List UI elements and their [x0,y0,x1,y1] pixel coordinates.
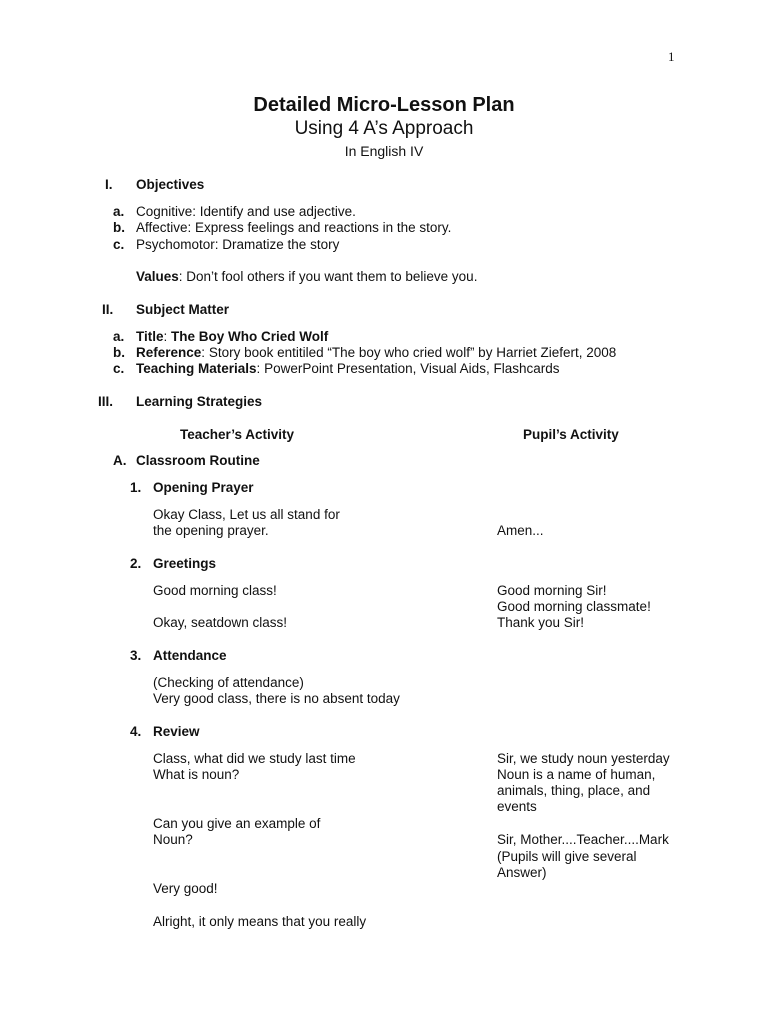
step-number: 4. [130,724,142,739]
section-heading-learning-strategies: Learning Strategies [136,394,263,409]
teacher-line: Okay Class, Let us all stand for [153,507,340,522]
document-title: Detailed Micro-Lesson Plan [253,94,515,116]
teacher-line: Very good! [153,881,218,896]
section-heading-objectives: Objectives [136,177,205,192]
pupil-line: (Pupils will give several [497,849,637,864]
step-number: 2. [130,556,142,571]
teacher-line: Very good class, there is no absent today [153,691,400,706]
subject-item-text: Story book entitiled “The boy who cried wolf” by Harriet Ziefert, 2008 [208,345,617,360]
teacher-line: Class, what did we study last time [153,751,356,766]
subject-item-label: Reference [136,345,202,360]
step-number: 1. [130,480,142,495]
section-numeral: I. [105,177,113,192]
section-numeral: III. [98,394,114,409]
list-letter: c. [113,237,125,252]
subsection-heading-classroom-routine: Classroom Routine [136,453,260,468]
pupil-line: Good morning Sir! [497,583,607,598]
sub-letter: A. [113,453,127,468]
step-heading-review: Review [153,724,200,739]
values-line [136,269,477,285]
teacher-line: (Checking of attendance) [153,675,304,690]
pupil-line: Sir, Mother....Teacher....Mark [497,832,669,847]
subject-item-text: The Boy Who Cried Wolf [171,329,329,344]
subject-item-label: Teaching Materials [136,361,257,376]
objective-item: Psychomotor: Dramatize the story [136,237,340,252]
subject-item-text: PowerPoint Presentation, Visual Aids, Flashcards [264,361,560,376]
pupil-line: Sir, we study noun yesterday [497,751,670,766]
subject-item [136,329,328,345]
pupil-line: Answer) [497,865,547,880]
pupil-line: Thank you Sir! [497,615,585,630]
teacher-line: Noun? [153,832,193,847]
list-letter: b. [113,345,125,360]
section-heading-subject-matter: Subject Matter [136,302,230,317]
objective-item: Cognitive: Identify and use adjective. [136,204,356,219]
teacher-line: the opening prayer. [153,523,269,538]
list-letter: a. [113,204,125,219]
section-numeral: II. [102,302,114,317]
course-label: In English IV [344,143,424,159]
document-subtitle: Using 4 A’s Approach [294,118,474,139]
teacher-line: Good morning class! [153,583,277,598]
values-text: : Don’t fool others if you want them to believe you. [178,269,478,284]
pupil-line: Amen... [497,523,544,538]
subject-item [136,345,616,361]
objective-item: Affective: Express feelings and reactions in the story. [136,220,452,235]
step-heading-greetings: Greetings [153,556,217,571]
step-heading-attendance: Attendance [153,648,227,663]
subject-item-sep: : [163,329,172,344]
teacher-activity-header: Teacher’s Activity [180,427,295,442]
subject-item-sep: : [201,345,209,360]
values-label: Values [136,269,179,284]
step-number: 3. [130,648,142,663]
teacher-line: Okay, seatdown class! [153,615,288,630]
list-letter: b. [113,220,125,235]
pupil-line: Noun is a name of human, [497,767,656,782]
pupil-line: animals, thing, place, and [497,783,651,798]
subject-item [136,361,559,377]
step-heading-opening-prayer: Opening Prayer [153,480,254,495]
pupil-line: events [497,799,537,814]
subject-item-sep: : [256,361,265,376]
pupil-line: Good morning classmate! [497,599,651,614]
list-letter: c. [113,361,125,376]
page-number: 1 [668,49,675,64]
teacher-line: Can you give an example of [153,816,321,831]
list-letter: a. [113,329,125,344]
pupil-activity-header: Pupil’s Activity [523,427,619,442]
teacher-line: Alright, it only means that you really [153,914,367,929]
teacher-line: What is noun? [153,767,240,782]
subject-item-label: Title [136,329,164,344]
